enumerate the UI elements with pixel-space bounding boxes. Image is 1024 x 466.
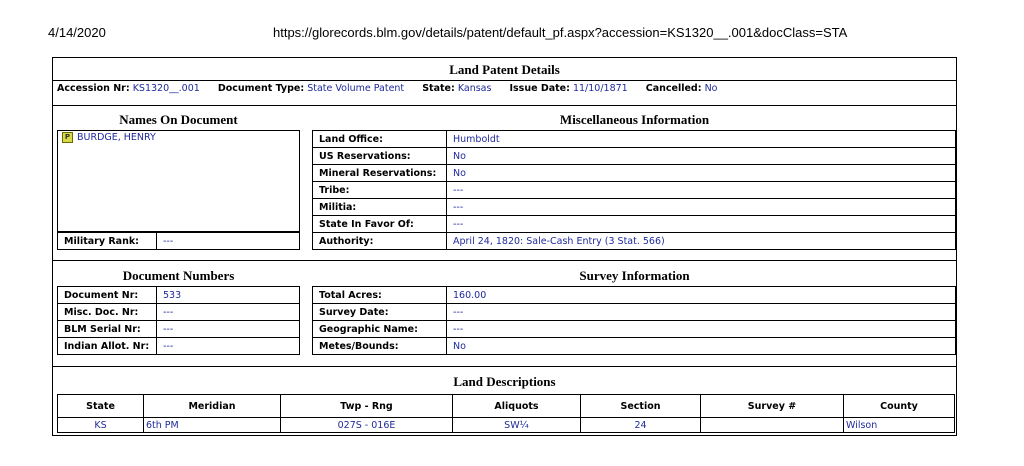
- misc-row: [313, 165, 956, 182]
- misc-label: Authority:: [313, 233, 447, 250]
- survey-label: Total Acres:: [313, 287, 447, 304]
- survey-heading: Survey Information: [579, 268, 690, 283]
- docnum-value: ---: [157, 304, 300, 321]
- cell-meridian: 6th PM: [144, 418, 281, 433]
- col-twp-rng: Twp - Rng: [281, 395, 453, 418]
- misc-value: ---: [447, 199, 956, 216]
- survey-value: ---: [447, 321, 956, 338]
- misc-label: State In Favor Of:: [313, 216, 447, 233]
- divider: [52, 366, 957, 367]
- misc-value: ---: [447, 216, 956, 233]
- print-date: 4/14/2020: [48, 25, 106, 40]
- survey-row: [313, 287, 956, 304]
- docnum-value: ---: [157, 338, 300, 355]
- cell-section: 24: [581, 418, 701, 433]
- state-value[interactable]: Kansas: [457, 83, 492, 94]
- survey-value: ---: [447, 304, 956, 321]
- summary-bar: [57, 83, 732, 94]
- docnum-row: [58, 338, 300, 355]
- names-box: [57, 130, 300, 232]
- col-state: State: [58, 395, 144, 418]
- misc-row: [313, 148, 956, 165]
- misc-value: No: [447, 165, 956, 182]
- misc-row: [313, 233, 956, 250]
- misc-label: Tribe:: [313, 182, 447, 199]
- doctype-value[interactable]: State Volume Patent: [307, 83, 405, 94]
- survey-label: Survey Date:: [313, 304, 447, 321]
- state-label: State:: [422, 83, 455, 94]
- docnums-heading: Document Numbers: [122, 268, 235, 283]
- docnum-label: Indian Allot. Nr:: [58, 338, 157, 355]
- patentee-name[interactable]: BURDGE, HENRY: [77, 132, 156, 143]
- docnum-value: ---: [157, 321, 300, 338]
- survey-table: [312, 286, 956, 355]
- issue-date-value[interactable]: 11/10/1871: [572, 83, 628, 94]
- col-survey-number: Survey #: [701, 395, 844, 418]
- docnum-row: [58, 304, 300, 321]
- cell-aliquots: SW¼: [453, 418, 581, 433]
- divider: [52, 80, 957, 81]
- cell-county: Wilson: [844, 418, 955, 433]
- land-heading: Land Descriptions: [453, 374, 556, 389]
- survey-row: [313, 321, 956, 338]
- misc-row: [313, 131, 956, 148]
- misc-row: [313, 199, 956, 216]
- survey-row: [313, 338, 956, 355]
- cancelled-value[interactable]: No: [704, 83, 718, 94]
- misc-label: US Reservations:: [313, 148, 447, 165]
- divider: [52, 260, 957, 261]
- survey-row: [313, 304, 956, 321]
- military-rank-value: ---: [157, 233, 300, 250]
- divider: [52, 105, 957, 106]
- misc-table: [312, 130, 956, 250]
- cell-survey-number: [701, 418, 844, 433]
- col-aliquots: Aliquots: [453, 395, 581, 418]
- issue-date-label: Issue Date:: [509, 83, 570, 94]
- survey-label: Metes/Bounds:: [313, 338, 447, 355]
- misc-label: Land Office:: [313, 131, 447, 148]
- misc-row: [313, 216, 956, 233]
- land-header-row: [58, 395, 955, 418]
- docnum-row: [58, 287, 300, 304]
- misc-label: Mineral Reservations:: [313, 165, 447, 182]
- name-entry[interactable]: [62, 132, 156, 143]
- names-heading: Names On Document: [119, 112, 238, 127]
- cell-twp-rng: 027S - 016E: [281, 418, 453, 433]
- survey-value: 160.00: [447, 287, 956, 304]
- misc-value[interactable]: April 24, 1820: Sale-Cash Entry (3 Stat. 566): [447, 233, 956, 250]
- survey-label: Geographic Name:: [313, 321, 447, 338]
- survey-value: No: [447, 338, 956, 355]
- table-row: [58, 418, 955, 433]
- docnum-row: [58, 321, 300, 338]
- cell-state: KS: [58, 418, 144, 433]
- misc-heading: Miscellaneous Information: [559, 112, 710, 127]
- military-rank-table: [57, 232, 300, 250]
- misc-value[interactable]: Humboldt: [447, 131, 956, 148]
- col-section: Section: [581, 395, 701, 418]
- docnum-label: BLM Serial Nr:: [58, 321, 157, 338]
- military-rank-label: Military Rank:: [58, 233, 157, 250]
- land-descriptions-table: [57, 394, 955, 433]
- misc-value: ---: [447, 182, 956, 199]
- docnums-table: [57, 286, 300, 355]
- docnum-label: Document Nr:: [58, 287, 157, 304]
- page-title: Land Patent Details: [449, 62, 560, 77]
- docnum-value: 533: [157, 287, 300, 304]
- accession-label: Accession Nr:: [57, 83, 130, 94]
- col-meridian: Meridian: [144, 395, 281, 418]
- doctype-label: Document Type:: [217, 83, 305, 94]
- docnum-label: Misc. Doc. Nr:: [58, 304, 157, 321]
- misc-row: [313, 182, 956, 199]
- cancelled-label: Cancelled:: [645, 83, 702, 94]
- col-county: County: [844, 395, 955, 418]
- misc-value: No: [447, 148, 956, 165]
- accession-value[interactable]: KS1320__.001: [132, 83, 200, 94]
- misc-label: Militia:: [313, 199, 447, 216]
- patentee-icon: P: [62, 132, 73, 143]
- print-url: https://glorecords.blm.gov/details/patent/default_pf.aspx?accession=KS1320__.001&docClass=STA: [273, 25, 848, 40]
